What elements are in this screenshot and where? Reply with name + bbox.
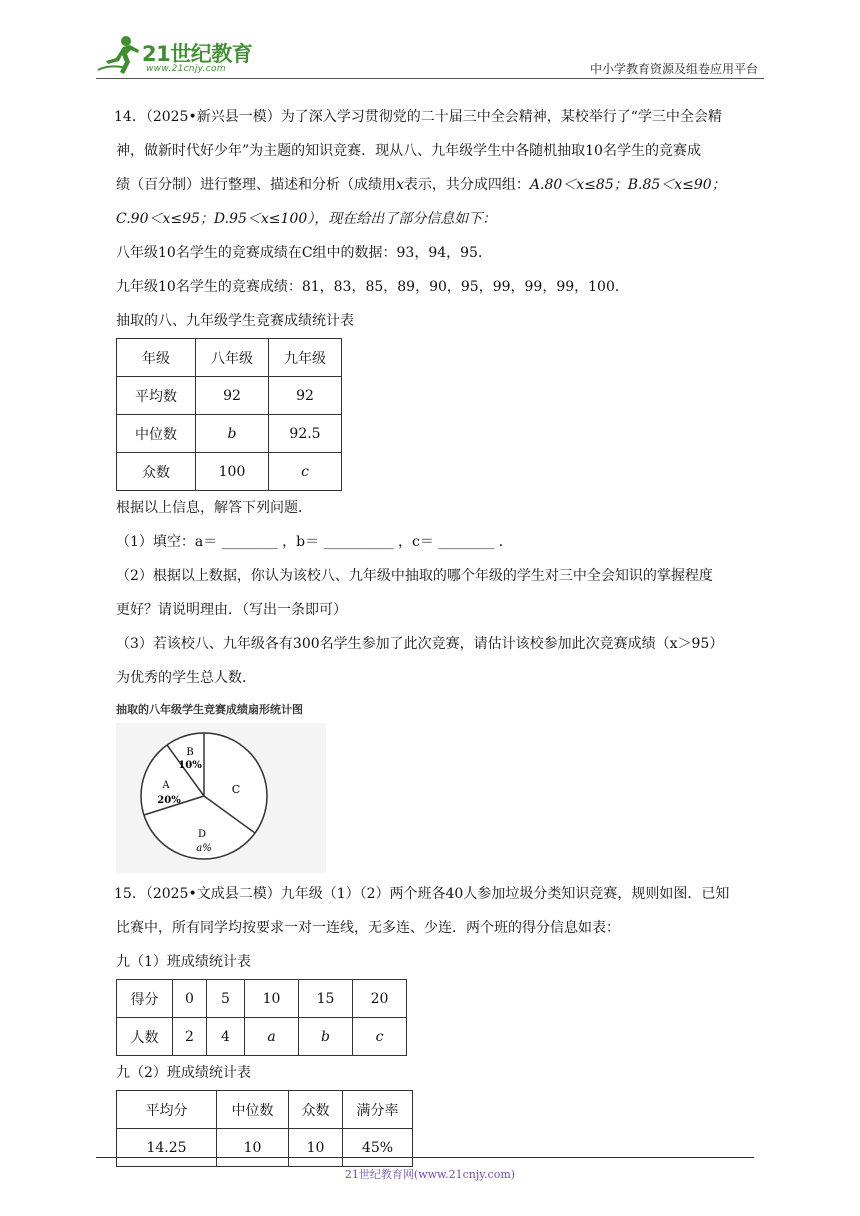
table-row	[117, 377, 342, 415]
table-header-cell: 年级	[117, 339, 196, 377]
pie-chart	[116, 723, 326, 873]
table-cell: 45%	[343, 1129, 413, 1167]
table-cell: c	[269, 453, 342, 491]
table-cell: 10	[289, 1129, 343, 1167]
footer-divider	[96, 1157, 754, 1158]
table-cell: 14.25	[117, 1129, 217, 1167]
pie-label-d-pct: a%	[196, 843, 212, 854]
table-row	[117, 1129, 413, 1167]
page-footer: 21世纪教育网(www.21cnjy.com)	[344, 1168, 516, 1181]
q14-line3-b: 表示，共分成四组：	[403, 177, 530, 193]
table-header-cell: 平均分	[117, 1091, 217, 1129]
table-header-cell: 九年级	[269, 339, 342, 377]
q14-line4: C.90＜x≤95；D.95＜x≤100），现在给出了部分信息如下：	[116, 211, 497, 227]
table-header-cell: 众数	[289, 1091, 343, 1129]
table-cell: 2	[173, 1018, 207, 1056]
header-divider	[96, 78, 764, 79]
table-cell: 92	[269, 377, 342, 415]
q14-sub3-line1: （3）若该校八、九年级各有300名学生参加了此次竞赛，请估计该校参加此次竞赛成绩（x＞95）	[116, 636, 724, 652]
table-cell: 92	[196, 377, 269, 415]
table-row	[117, 1018, 407, 1056]
table-cell: 0	[173, 980, 207, 1018]
table-cell: 92.5	[269, 415, 342, 453]
q14-line3-c: A.80＜x≤85；B.85＜x≤90；	[529, 177, 726, 193]
table-header-cell: 中位数	[217, 1091, 289, 1129]
header-platform-text: 中小学教育资源及组卷应用平台	[589, 62, 758, 76]
table-cell: 100	[196, 453, 269, 491]
q14-line2: 神，做新时代好少年”为主题的知识竞赛．现从八、九年级学生中各随机抽取10名学生的竞赛成	[116, 143, 701, 159]
grade-stats-table	[116, 338, 342, 491]
table-cell: 10	[245, 980, 299, 1018]
pie-label-c-name: C	[231, 783, 241, 796]
table-cell: 众数	[117, 453, 196, 491]
table-cell: b	[299, 1018, 353, 1056]
q14-line3-a: 绩（百分制）进行整理、描述和分析（成绩用	[116, 177, 396, 193]
table-cell: 人数	[117, 1018, 173, 1056]
table-cell: 中位数	[117, 415, 196, 453]
table-header-cell: 满分率	[343, 1091, 413, 1129]
table-row	[117, 453, 342, 491]
table-cell: 10	[217, 1129, 289, 1167]
table-cell: 5	[207, 980, 245, 1018]
table-cell: 4	[207, 1018, 245, 1056]
runner-logo-icon	[96, 34, 142, 76]
pie-chart-title: 抽取的八年级学生竞赛成绩扇形统计图	[116, 703, 303, 716]
q14-sub1: （1）填空：a＝ ________ ，b＝ __________ ，c＝ ________ ．	[116, 534, 513, 550]
table-cell: 平均数	[117, 377, 196, 415]
page-header	[96, 34, 764, 80]
table-row	[117, 415, 342, 453]
q14-table-caption: 抽取的八、九年级学生竞赛成绩统计表	[116, 313, 354, 329]
class2-score-table	[116, 1090, 413, 1167]
pie-label-b-pct: 10%	[178, 760, 202, 771]
q15-line2: 比赛中，所有同学均按要求一对一连线，无多连、少连．两个班的得分信息如表：	[116, 920, 620, 936]
table-row	[117, 339, 342, 377]
question-content	[116, 100, 778, 1167]
q14-line3-x: x	[396, 177, 404, 193]
table-cell: b	[196, 415, 269, 453]
table-cell: c	[353, 1018, 407, 1056]
q15-table2-caption: 九（2）班成绩统计表	[116, 1065, 251, 1081]
logo	[96, 34, 266, 78]
class1-score-table	[116, 979, 407, 1056]
table-cell: 20	[353, 980, 407, 1018]
pie-label-a-name: A	[162, 780, 170, 791]
pie-chart-svg	[116, 723, 326, 873]
q14-sub2-line1: （2）根据以上数据，你认为该校八、九年级中抽取的哪个年级的学生对三中全会知识的掌握程度	[116, 568, 713, 584]
table-header-cell: 八年级	[196, 339, 269, 377]
q14-sub2-line2: 更好？请说明理由．（写出一条即可）	[116, 602, 347, 618]
q14-line6: 九年级10名学生的竞赛成绩：81，83，85，89，90，95，99，99，99，100．	[116, 279, 629, 295]
q14-after-table: 根据以上信息，解答下列问题．	[116, 500, 312, 516]
q14-sub3-line2: 为优秀的学生总人数．	[116, 670, 256, 686]
logo-text: 21世纪教育	[142, 42, 253, 66]
table-cell: 15	[299, 980, 353, 1018]
q14-line5: 八年级10名学生的竞赛成绩在C组中的数据：93，94，95．	[116, 245, 492, 261]
q15-line1: 15．（2025•文成县二模）九年级（1）（2）两个班各40人参加垃圾分类知识竞赛，规则如图．已知	[114, 886, 730, 902]
pie-label-d-name: D	[197, 829, 207, 840]
logo-url: www.21cnjy.com	[146, 64, 226, 74]
table-cell: a	[245, 1018, 299, 1056]
table-cell: 得分	[117, 980, 173, 1018]
table-row	[117, 1091, 413, 1129]
pie-label-a-pct: 20%	[157, 795, 181, 806]
q15-table1-caption: 九（1）班成绩统计表	[116, 954, 251, 970]
q14-line3	[116, 168, 778, 202]
q14-line1: 14．（2025•新兴县一模）为了深入学习贯彻党的二十届三中全会精神，某校举行了“学三中全会精	[114, 109, 722, 125]
pie-label-b-name: B	[186, 747, 194, 758]
table-row	[117, 980, 407, 1018]
